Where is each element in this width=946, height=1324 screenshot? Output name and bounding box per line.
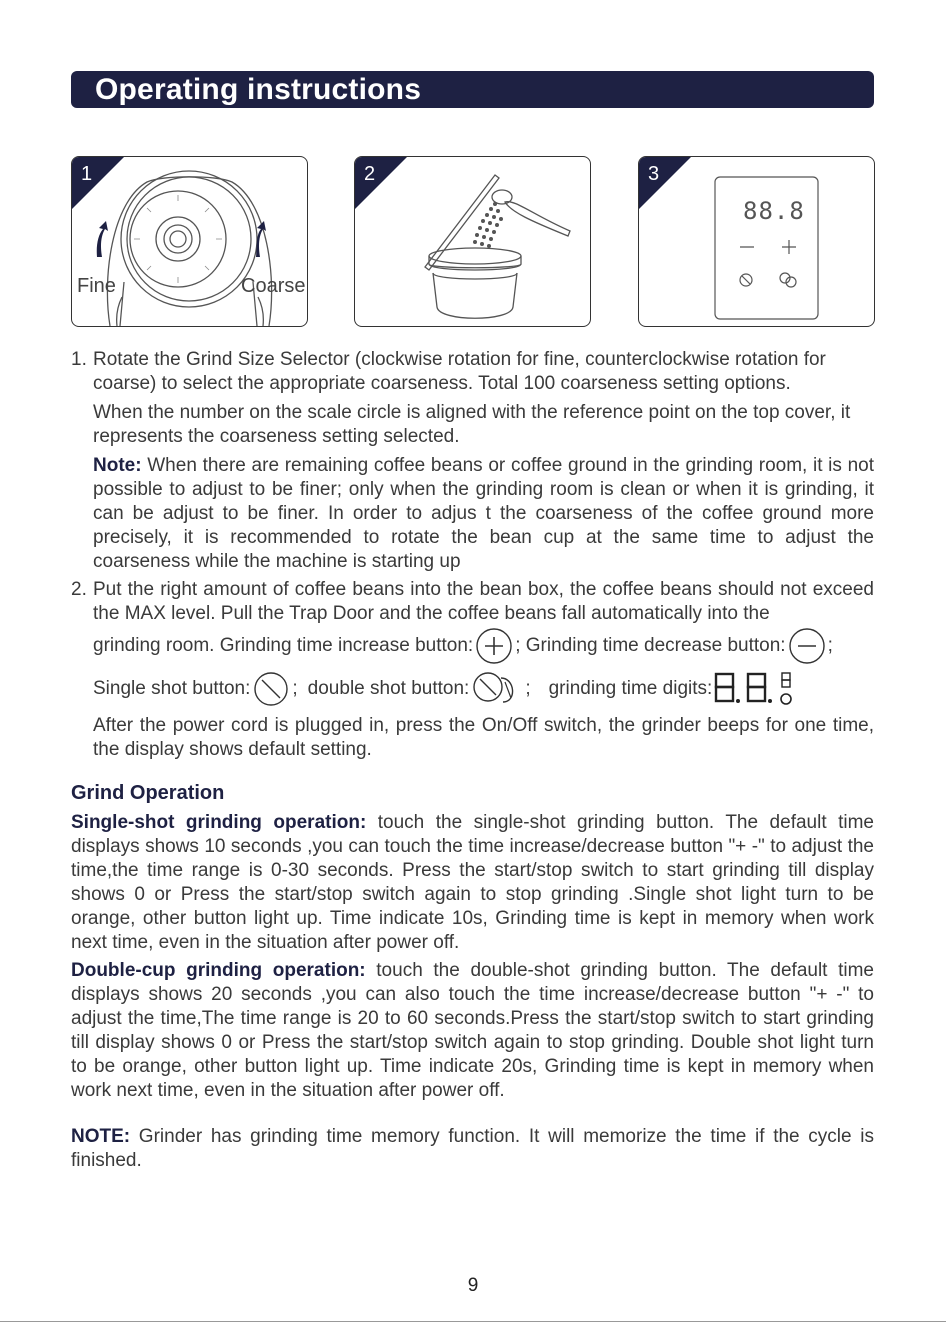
section-header: [71, 71, 874, 108]
memory-note: [71, 1125, 874, 1173]
double-shot-icon: [471, 670, 523, 708]
step-1-alignment-text: When the number on the scale circle is aligned with the reference point on the top cover, it represents the coarseness setting selected.: [93, 402, 851, 447]
double-shot-separator: ;: [525, 678, 531, 699]
fine-label: Fine: [77, 275, 116, 297]
step-number: 2: [364, 163, 376, 185]
step-number: 1: [81, 163, 93, 185]
digits-icon: [712, 670, 802, 708]
step-number: 3: [648, 163, 660, 185]
display-digits: 88.8: [743, 197, 805, 225]
illustration-panel-3: [638, 156, 875, 327]
coarse-label: Coarse: [241, 275, 306, 297]
memory-note-label: NOTE:: [71, 1126, 131, 1147]
page-bottom-divider: [0, 1321, 946, 1322]
single-shot-text: touch the single-shot grinding button. The default time displays shows 10 seconds ,you can touch the time increase/decrease button "+ -" to adjust the time,the time range is 0-30 seconds. Press the start/stop switch to start grinding till display shows 0 or Press the start/stop switch again to stop grinding .Single shot light turn to be orange, other button light up. Time indicate 10s, Grinding time is kept in memory when work next time, even in the situation after power off.: [71, 812, 874, 953]
step-1-marker: 1.: [71, 349, 87, 370]
double-cup-text: touch the double-shot grinding button. The default time displays shows 20 seconds ,you can also touch the time increase/decrease button "+ -" to adjust the time,The time range is 20 to 60 seconds.Press the start/stop switch to start grinding till display shows 0 or Press the start/stop switch again to stop grinding. Double shot light turn to be orange, other button light up. Time indicate 20s, Grinding time is kept in memory when work next time, even in the situation after power off.: [71, 960, 874, 1101]
illustration-panel-2: [354, 156, 591, 327]
step-2-text: Put the right amount of coffee beans into the bean box, the coffee beans should not exceed the MAX level. Pull the Trap Door and the coffee beans fall automatically into the: [93, 579, 874, 624]
page-number: 9: [467, 1275, 479, 1296]
single-shot-icon: [252, 670, 290, 708]
decrease-label: ; Grinding time decrease button:: [515, 635, 786, 656]
decrease-suffix: ;: [827, 635, 833, 656]
increase-label: grinding room. Grinding time increase button:: [93, 635, 474, 656]
step-number-badge: [72, 157, 124, 209]
step-number-badge: [639, 157, 691, 209]
step-1-text: Rotate the Grind Size Selector (clockwise rotation for fine, counterclockwise rotation for coarse) to select the appropriate coarseness. Total 100 coarseness setting options.: [93, 349, 826, 394]
double-cup-label: Double-cup grinding operation:: [71, 960, 366, 981]
double-shot-label: double shot button:: [307, 678, 470, 699]
step-2-marker: 2.: [71, 579, 87, 600]
step-1-note: [93, 454, 874, 574]
double-cup-paragraph: [71, 959, 874, 1103]
single-shot-label: Single-shot grinding operation:: [71, 812, 367, 833]
single-shot-separator: ;: [292, 678, 298, 699]
plus-icon: [475, 627, 513, 665]
illustration-panel-1: [71, 156, 308, 327]
note-text: When there are remaining coffee beans or coffee ground in the grinding room, it is not possible to adjust to be finer; only when the grinding room is clean or when it is grinding, it can be adjust to be finer. In order to adjus t the coarseness of the coffee ground more precisely, it is recommended to rotate the bean cup at the same time to adjust the coarseness while the machine is starting up: [93, 455, 874, 572]
single-shot-label: Single shot button:: [93, 678, 251, 699]
single-shot-paragraph: [71, 811, 874, 955]
digits-label: grinding time digits:: [548, 678, 713, 699]
memory-note-text: Grinder has grinding time memory function. It will memorize the time if the cycle is finished.: [71, 1126, 874, 1171]
step-number-badge: [355, 157, 407, 209]
minus-icon: [788, 627, 826, 665]
step-2-power-text: After the power cord is plugged in, press the On/Off switch, the grinder beeps for one time, the display shows default setting.: [93, 715, 874, 760]
grind-operation-heading: Grind Operation: [71, 782, 225, 804]
page-title: Operating instructions: [95, 73, 422, 106]
note-label: Note:: [93, 455, 142, 476]
shot-buttons-line: [93, 670, 802, 708]
increase-decrease-line: [93, 627, 833, 665]
